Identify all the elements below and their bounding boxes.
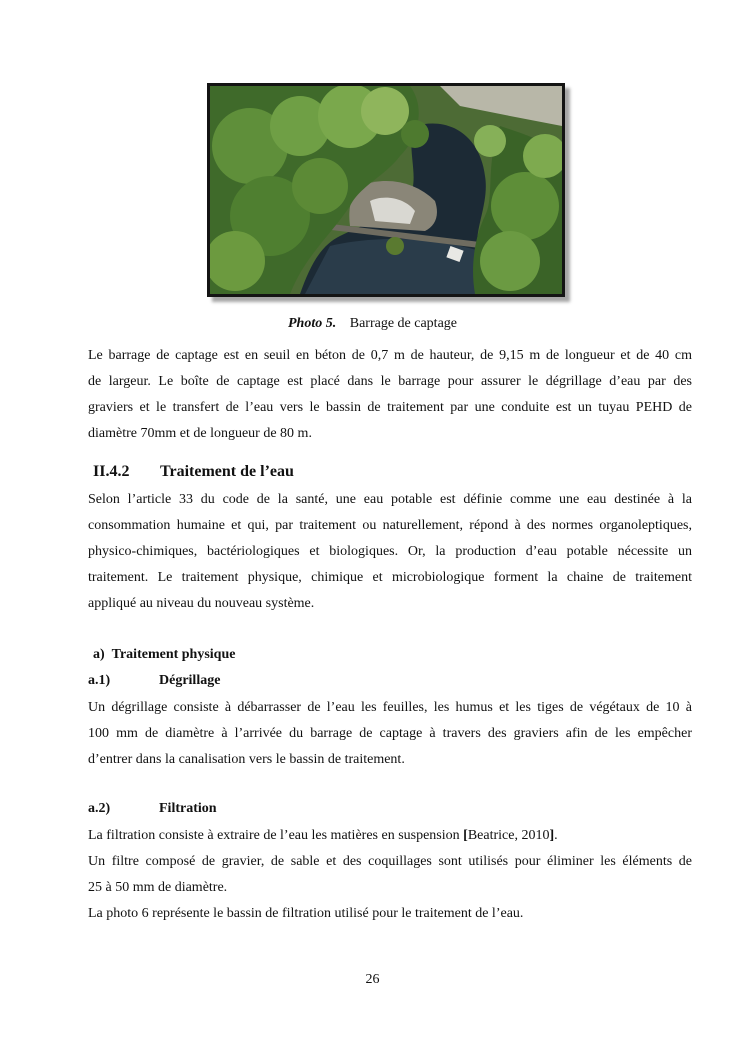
heading-a1 bbox=[88, 673, 220, 689]
citation: Beatrice, 2010 bbox=[467, 828, 550, 843]
heading-title: Dégrillage bbox=[159, 673, 221, 688]
text-line: La photo 6 représente le bassin de filtration utilisé pour le traitement de l’eau. bbox=[88, 906, 524, 921]
photo-barrage-de-captage bbox=[207, 83, 565, 297]
text-line: graviers et le transfert de l’eau vers le bassin de traitement par une conduite est un tuyau PEHD de bbox=[88, 400, 692, 415]
subsection-title: Traitement physique bbox=[111, 647, 236, 662]
text-span: La filtration consiste à extraire de l’eau les matières en suspension bbox=[88, 828, 464, 843]
paragraph-filtration bbox=[88, 823, 692, 927]
text-line: consommation humaine et qui, par traitement ou naturellement, répond à des normes organoleptiques, bbox=[88, 518, 692, 533]
aerial-photo-image bbox=[210, 86, 562, 294]
heading-number: a.2) bbox=[88, 801, 111, 816]
section-title: Traitement de l’eau bbox=[160, 463, 294, 480]
text-line: Le barrage de captage est en seuil en béton de 0,7 m de hauteur, de 9,15 m de longueur et de 40 cm bbox=[88, 348, 692, 363]
subsection-heading-a bbox=[93, 647, 235, 663]
citation-bracket: ] bbox=[549, 828, 555, 843]
heading-number: a.1) bbox=[88, 673, 111, 688]
citation-bracket: [ bbox=[463, 828, 468, 843]
section-number: II.4.2 bbox=[93, 463, 130, 480]
paragraph-degrillage bbox=[88, 695, 692, 773]
text-line: physico-chimiques, bactériologiques et biologiques. Or, la production d’eau potable nécessite un bbox=[88, 544, 692, 559]
heading-title: Filtration bbox=[159, 801, 217, 816]
text-line: traitement. Le traitement physique, chimique et microbiologique forment la chaine de traitement bbox=[88, 570, 692, 585]
figure-caption-text: Barrage de captage bbox=[349, 316, 457, 331]
text-line: Un dégrillage consiste à débarrasser de l’eau les feuilles, les humus et les tiges de végétaux de 10 à bbox=[88, 700, 692, 715]
text-span: . bbox=[554, 828, 558, 843]
figure-label: Photo 5. bbox=[288, 316, 337, 331]
text-line-with-citation bbox=[88, 823, 692, 849]
page-number: 26 bbox=[365, 972, 380, 987]
figure-caption bbox=[0, 316, 745, 332]
subsection-label: a) bbox=[93, 647, 105, 662]
text-line: 100 mm de diamètre à l’arrivée du barrage de captage à travers des graviers afin de les empêcher bbox=[88, 726, 692, 741]
text-line: de largeur. Le boîte de captage est placé dans le barrage pour assurer le dégrillage d’eau par des bbox=[88, 374, 692, 389]
text-line: 25 à 50 mm de diamètre. bbox=[88, 880, 228, 895]
paragraph-traitement bbox=[88, 487, 692, 617]
text-line: d’entrer dans la canalisation vers le bassin de traitement. bbox=[88, 752, 405, 767]
paragraph-barrage bbox=[88, 343, 692, 447]
text-line: Un filtre composé de gravier, de sable et des coquillages sont utilisés pour éliminer les éléments de bbox=[88, 854, 692, 869]
section-heading bbox=[93, 463, 294, 481]
text-line: appliqué au niveau du nouveau système. bbox=[88, 596, 315, 611]
text-line: Selon l’article 33 du code de la santé, une eau potable est définie comme une eau destinée à la bbox=[88, 492, 692, 507]
text-line: diamètre 70mm et de longueur de 80 m. bbox=[88, 426, 312, 441]
heading-a2 bbox=[88, 801, 217, 817]
